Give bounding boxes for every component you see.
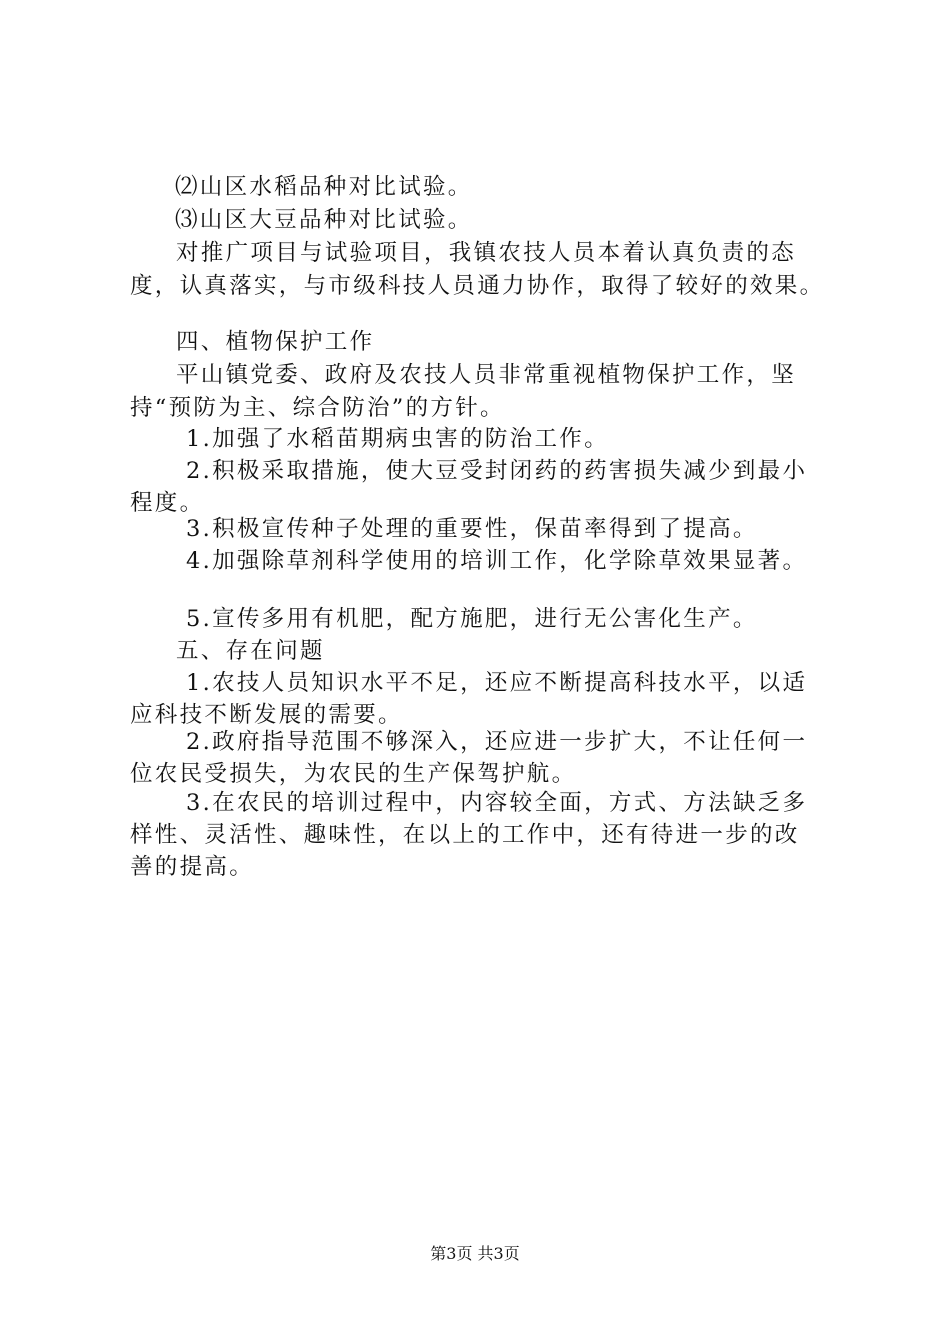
section-heading-plant-protection: 四、植物保护工作 (176, 329, 375, 355)
paragraph-line: 对推广项目与试验项目，我镇农技人员本着认真负责的态 (176, 240, 797, 266)
list-item-continuation: 样性、灵活性、趣味性，在以上的工作中，还有待进一步的改 (130, 822, 800, 848)
list-item: 1.加强了水稻苗期病虫害的防治工作。 (186, 426, 609, 452)
list-item: 5.宣传多用有机肥，配方施肥，进行无公害化生产。 (186, 606, 758, 632)
paragraph-line: 度，认真落实，与市级科技人员通力协作，取得了较好的效果。 (130, 273, 825, 299)
list-item-continuation: 程度。 (130, 490, 205, 516)
list-item: 4.加强除草剂科学使用的培训工作，化学除草效果显著。 (186, 548, 808, 574)
paragraph-line: 持“预防为主、综合防治”的方针。 (130, 395, 505, 421)
list-item: 3.积极宣传种子处理的重要性，保苗率得到了提高。 (186, 516, 758, 542)
list-item: 3.在农民的培训过程中，内容较全面，方式、方法缺乏多 (186, 790, 808, 816)
list-item: 2.政府指导范围不够深入，还应进一步扩大，不让任何一 (186, 729, 808, 755)
section-heading-problems: 五、存在问题 (176, 638, 325, 664)
list-item-continuation: 位农民受损失，为农民的生产保驾护航。 (130, 761, 577, 787)
list-item-rice-trial: ⑵山区水稻品种对比试验。 (175, 174, 473, 200)
page-number-footer: 第3页 共3页 (430, 1244, 520, 1263)
list-item-soybean-trial: ⑶山区大豆品种对比试验。 (175, 207, 473, 233)
list-item-continuation: 善的提高。 (130, 854, 255, 880)
paragraph-line: 平山镇党委、政府及农技人员非常重视植物保护工作，坚 (176, 362, 797, 388)
list-item: 1.农技人员知识水平不足，还应不断提高科技水平，以适 (186, 670, 808, 696)
list-item: 2.积极采取措施，使大豆受封闭药的药害损失减少到最小 (186, 458, 808, 484)
list-item-continuation: 应科技不断发展的需要。 (130, 702, 403, 728)
